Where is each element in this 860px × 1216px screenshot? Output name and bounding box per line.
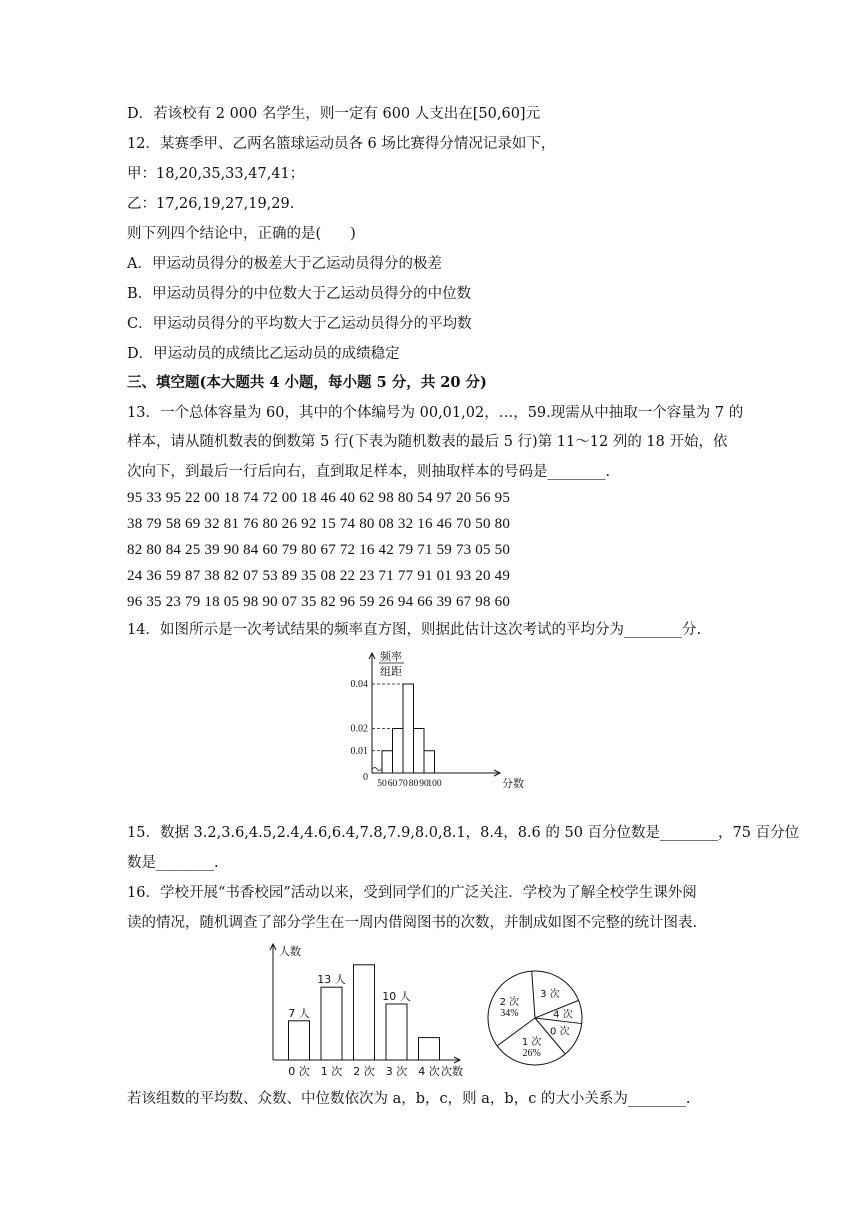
question-15-line1: 15．数据 3.2,3.6,4.5,2.4,4.6,6.4,7.8,7.9,8.0,8.1，8.4，8.6 的 50 百分位数是________，75 百分位 [127,825,800,841]
bar-data-label: 10 人 [382,990,411,1003]
pie-slice-percent: 26% [522,1048,541,1060]
histogram-bar [424,751,435,773]
x-tick-label: 60 [387,779,398,789]
pie-slice-label: 4 次 [553,1009,573,1021]
question-13-line2: 样本，请从随机数表的倒数第 5 行(下表为随机数表的最后 5 行)第 11～12 列的 18 开始，依 [127,434,728,450]
bar-data-label: 7 人 [288,1006,310,1020]
section-3-heading: 三、填空题(本大题共 4 小题，每小题 5 分，共 20 分) [127,374,487,391]
question-16-line2: 读的情况，随机调查了部分学生在一周内借阅图书的次数，并制成如图不完整的统计图表. [127,915,698,931]
pie-slice-edge [532,971,535,1018]
question-15-line2: 数是________. [127,855,219,871]
bar [289,1021,310,1060]
question-12: 12．某赛季甲、乙两名篮球运动员各 6 场比赛得分情况记录如下， [127,136,556,152]
random-row-4: 24 36 59 87 38 82 07 53 89 35 08 22 23 71 77 91 01 93 20 49 [127,568,511,584]
x-tick-label: 0 次 [288,1065,310,1078]
bar [419,1038,440,1060]
option-d-prev: D．若该校有 2 000 名学生，则一定有 600 人支出在[50,60]元 [127,106,541,122]
question-12-prompt: 则下列四个结论中，正确的是( ) [127,226,356,242]
question-14: 14．如图所示是一次考试结果的频率直方图，则据此估计这次考试的平均分为________分. [127,622,702,638]
x-tick-label: 4 次 [418,1065,440,1078]
pie-slice-label: 0 次 [550,1026,570,1038]
y-label-top: 频率 [380,650,402,663]
y-tick-label: 0.02 [350,723,368,735]
option-b: B．甲运动员得分的中位数大于乙运动员得分的中位数 [127,286,472,302]
random-row-3: 82 80 84 25 39 90 84 60 79 80 67 72 16 42 79 71 59 73 05 50 [127,542,511,558]
x-label: 次数 [441,1065,463,1078]
x-tick-label: 1 次 [320,1065,343,1078]
random-row-1: 95 33 95 22 00 18 74 72 00 18 46 40 62 98 80 54 97 20 56 95 [127,490,511,506]
bar-data-label: 13 人 [317,973,346,987]
x-tick-label: 70 [398,779,408,789]
yi-scores: 乙：17,26,19,27,19,29. [127,196,295,212]
y-label: 人数 [279,945,301,958]
origin-label: 0 [363,772,368,783]
bar [354,965,375,1060]
bar [386,1004,407,1060]
x-tick-label: 80 [408,779,419,789]
question-13-line1: 13．一个总体容量为 60，其中的个体编号为 00,01,02，…，59.现需从中抽取一个容量为 7 的 [127,405,744,421]
x-tick-label: 3 次 [385,1065,408,1078]
histogram-bar [382,751,393,773]
option-a: A．甲运动员得分的极差大于乙运动员得分的极差 [127,256,442,272]
axis-break [372,768,382,771]
option-c: C．甲运动员得分的平均数大于乙运动员得分的平均数 [127,316,472,332]
bar [321,987,342,1060]
histogram-bar [403,684,414,773]
question-16-line1: 16．学校开展“书香校园”活动以来，受到同学们的广泛关注．学校为了解全校学生课外阅 [127,885,697,901]
jia-scores: 甲：18,20,35,33,47,41； [127,166,305,182]
x-label: 分数 [502,777,524,790]
borrow-count-pie-chart [485,968,585,1068]
frequency-histogram [330,645,530,795]
random-row-5: 96 35 23 79 18 05 98 90 07 35 82 96 59 26 94 66 39 67 98 60 [127,594,511,610]
x-tick-label: 90 [419,779,429,789]
question-13-line3: 次向下，到最后一行后向右，直到取足样本，则抽取样本的号码是________. [127,464,611,480]
pie-slice-percent: 34% [500,1008,519,1020]
y-tick-label: 0.01 [350,745,368,757]
pie-slice-label: 3 次 [540,989,560,1001]
option-d: D．甲运动员的成绩比乙运动员的成绩稳定 [127,346,400,362]
borrow-count-bar-chart [255,938,485,1078]
x-tick-label: 2 次 [353,1065,375,1078]
x-tick-label: 100 [427,779,442,789]
random-row-2: 38 79 58 69 32 81 76 80 26 92 15 74 80 08 32 16 46 70 50 80 [127,516,511,532]
histogram-bar [393,729,404,774]
histogram-bar [414,729,425,774]
y-label-bottom: 组距 [380,665,402,678]
x-tick-label: 50 [377,779,387,789]
pie-slice-label: 1 次 [521,1037,542,1049]
pie-slice-label: 2 次 [499,997,520,1009]
question-16-line3: 若该组数的平均数、众数、中位数依次为 a，b，c，则 a，b，c 的大小关系为________. [127,1091,691,1107]
y-tick-label: 0.04 [350,679,368,690]
